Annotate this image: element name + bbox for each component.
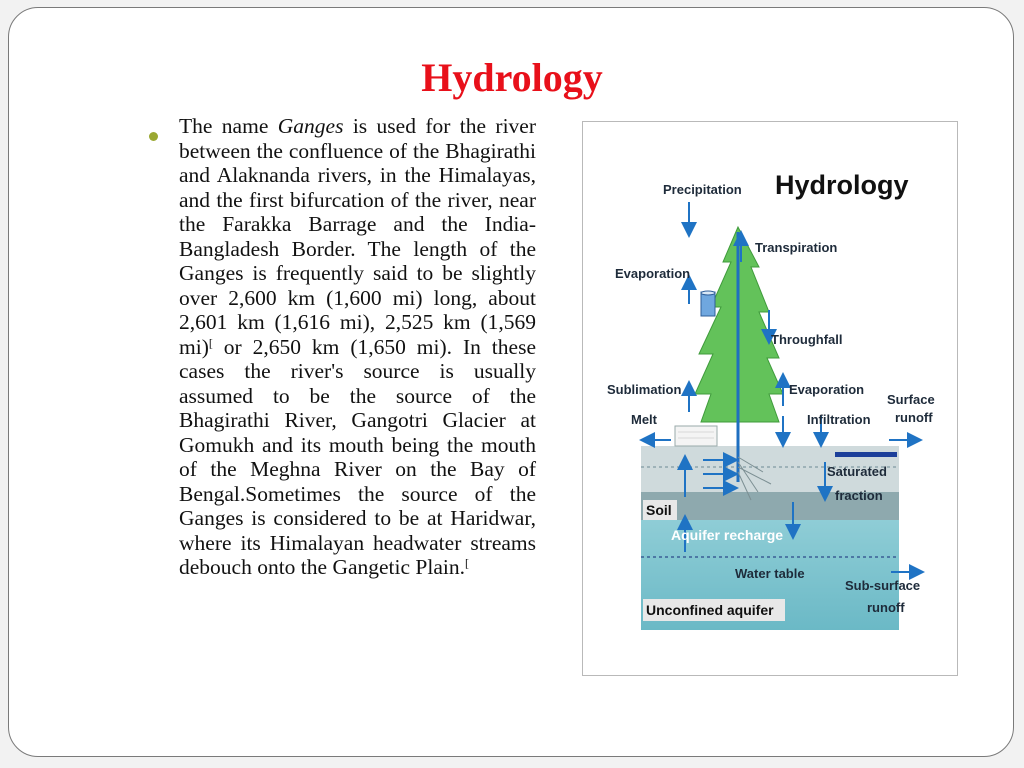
para-part3: or 2,650 km (1,650 mi). In these cases the river's source is usually assumed to be the source of the Bhagirathi River, Gangotri Glacier at Gomukh and its mouth being the mouth of the Meghna River on the Bay of Bengal.Sometimes the source of the Ganges is considered to be at Haridwar, where its Himalayan headwater streams debouch onto the Gangetic Plain.	[179, 334, 536, 579]
para-part1: The name	[179, 114, 278, 138]
label-sublimation: Sublimation	[607, 382, 682, 397]
label-evaporation-right: Evaporation	[789, 382, 865, 397]
slide	[8, 7, 1014, 757]
label-throughfall: Throughfall	[771, 332, 843, 347]
reference-mark-1: [	[208, 335, 213, 350]
label-transpiration: Transpiration	[755, 240, 838, 255]
diagram-title: Hydrology	[775, 170, 909, 200]
bullet-icon	[149, 132, 158, 141]
label-fraction: fraction	[835, 488, 883, 503]
label-melt: Melt	[631, 412, 657, 427]
label-infiltration: Infiltration	[807, 412, 871, 427]
label-unconfined-aquifer: Unconfined aquifer	[646, 602, 774, 618]
slide-title: Hydrology	[421, 55, 603, 100]
label-sub-runoff: runoff	[867, 600, 905, 615]
label-surface: Surface	[887, 392, 935, 407]
para-part2: is used for the river between the confluence of the Bhagirathi and Alaknanda rivers, in the Himalayas, and the first bifurcation of the river, near the Farakka Barrage and the India-Bangladesh Border. The length of the Ganges is frequently said to be slightly over 2,600 km (1,600 mi) long, about 2,601 km (1,616 mi), 2,525 km (1,569 mi)	[179, 114, 536, 359]
reference-mark-2: [	[465, 556, 469, 570]
label-soil: Soil	[646, 502, 672, 518]
label-runoff: runoff	[895, 410, 933, 425]
label-saturated: Saturated	[827, 464, 887, 479]
label-sub-surface: Sub-surface	[845, 578, 921, 593]
para-italic-ganges: Ganges	[277, 114, 344, 138]
rain-gauge-icon	[701, 292, 715, 316]
label-evaporation-left: Evaporation	[615, 266, 691, 281]
saturated-bar	[835, 452, 897, 457]
hydrology-diagram	[582, 121, 958, 676]
body-paragraph	[179, 114, 536, 580]
snow-patch	[675, 426, 717, 446]
label-precipitation: Precipitation	[663, 182, 742, 197]
hydrology-diagram-svg	[583, 122, 957, 675]
label-water-table: Water table	[735, 566, 805, 581]
label-aquifer-recharge: Aquifer recharge	[671, 527, 784, 543]
